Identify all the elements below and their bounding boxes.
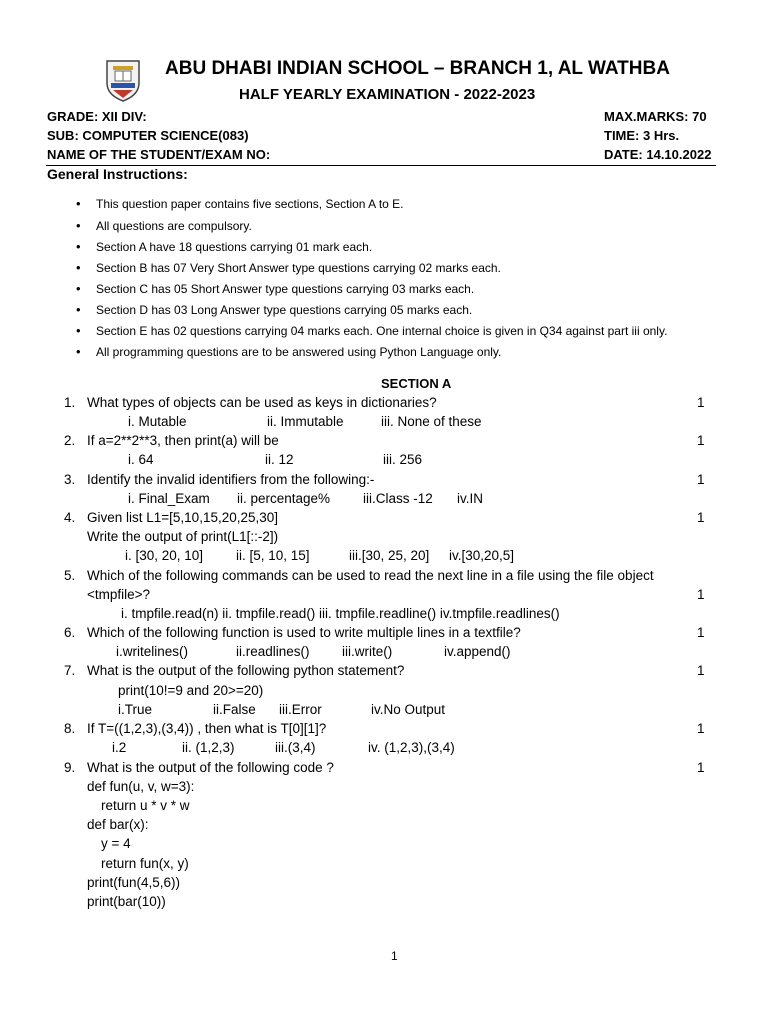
option: iii. 256 — [383, 452, 423, 467]
question-text-line2: Write the output of print(L1[::-2]) — [87, 529, 279, 544]
option: iii. None of these — [381, 414, 482, 429]
question-mark: 1 — [697, 721, 705, 736]
school-name: ABU DHABI INDIAN SCHOOL – BRANCH 1, AL WATHBA — [165, 58, 670, 79]
option: i. 64 — [128, 452, 154, 467]
option: iv.[30,20,5] — [449, 548, 515, 563]
question-mark: 1 — [697, 587, 705, 602]
option: ii. [5, 10, 15] — [236, 548, 310, 563]
question-number: 6. — [64, 625, 76, 640]
option: iii.write() — [342, 644, 393, 659]
date-label: DATE: 14.10.2022 — [604, 147, 712, 162]
instruction-item: • Section B has 07 Very Short Answer type questions carrying 02 marks each. — [76, 260, 501, 275]
question-text: Given list L1=[5,10,15,20,25,30] — [87, 510, 279, 525]
option: iv.IN — [457, 491, 483, 506]
question-text: Identify the invalid identifiers from the following:- — [87, 472, 375, 487]
instruction-item: • Section C has 05 Short Answer type questions carrying 03 marks each. — [76, 281, 475, 296]
instruction-item: • This question paper contains five sections, Section A to E. — [76, 196, 404, 211]
question-text: What types of objects can be used as keys in dictionaries? — [87, 395, 437, 410]
question-text: Which of the following commands can be used to read the next line in a file using the file object — [87, 568, 654, 583]
instruction-item: • Section A have 18 questions carrying 01 mark each. — [76, 239, 373, 254]
code-line: def fun(u, v, w=3): — [87, 779, 195, 794]
question-text: If T=((1,2,3),(3,4)) , then what is T[0][1]? — [87, 721, 327, 736]
page-number: 1 — [391, 949, 398, 963]
option: iii.(3,4) — [275, 740, 316, 755]
question-number: 1. — [64, 395, 76, 410]
question-mark: 1 — [697, 510, 705, 525]
question-number: 3. — [64, 472, 76, 487]
code-line: def bar(x): — [87, 817, 149, 832]
instruction-item: • Section D has 03 Long Answer type questions carrying 05 marks each. — [76, 302, 473, 317]
option: i.writelines() — [116, 644, 189, 659]
option: iv.append() — [444, 644, 511, 659]
question-text: What is the output of the following python statement? — [87, 663, 405, 678]
option: i. tmpfile.read(n) ii. tmpfile.read() iii. tmpfile.readline() iv.tmpfile.readlines() — [121, 606, 560, 621]
question-mark: 1 — [697, 625, 705, 640]
code-line: print(bar(10)) — [87, 894, 166, 909]
question-mark: 1 — [697, 395, 705, 410]
option: iii.Error — [279, 702, 322, 717]
grade-label: GRADE: XII DIV: — [47, 109, 147, 124]
code-line: y = 4 — [101, 836, 131, 851]
question-number: 2. — [64, 433, 76, 448]
code-line: print(fun(4,5,6)) — [87, 875, 181, 890]
section-heading: SECTION A — [381, 376, 452, 391]
question-mark: 1 — [697, 472, 705, 487]
code-line: return u * v * w — [101, 798, 190, 813]
instruction-item: • All programming questions are to be answered using Python Language only. — [76, 344, 502, 359]
school-crest-logo — [103, 57, 143, 103]
question-mark: 1 — [697, 433, 705, 448]
option: iii.[30, 25, 20] — [349, 548, 430, 563]
student-name-label: NAME OF THE STUDENT/EXAM NO: — [47, 147, 271, 162]
max-marks-label: MAX.MARKS: 70 — [604, 109, 707, 124]
option: i.2 — [112, 740, 127, 755]
option: iv.No Output — [371, 702, 446, 717]
option: i. [30, 20, 10] — [125, 548, 204, 563]
question-number: 9. — [64, 760, 76, 775]
question-mark: 1 — [697, 760, 705, 775]
instructions-title: General Instructions: — [47, 166, 188, 182]
question-text: What is the output of the following code ? — [87, 760, 334, 775]
time-label: TIME: 3 Hrs. — [604, 128, 680, 143]
exam-title: HALF YEARLY EXAMINATION - 2022-2023 — [239, 86, 536, 103]
option: i. Mutable — [128, 414, 187, 429]
question-mark: 1 — [697, 663, 705, 678]
question-number: 7. — [64, 663, 76, 678]
option: iii.Class -12 — [363, 491, 433, 506]
question-text-line2: <tmpfile>? — [87, 587, 151, 602]
option: ii.False — [213, 702, 256, 717]
question-text: If a=2**2**3, then print(a) will be — [87, 433, 279, 448]
instruction-item: • All questions are compulsory. — [76, 218, 252, 233]
code-line: return fun(x, y) — [101, 856, 189, 871]
instruction-item: • Section E has 02 questions carrying 04 marks each. One internal choice is given in Q34 against part iii only. — [76, 323, 668, 338]
option: ii.readlines() — [236, 644, 310, 659]
option: ii. 12 — [265, 452, 294, 467]
option: ii. Immutable — [267, 414, 344, 429]
question-text-line2: print(10!=9 and 20>=20) — [118, 683, 264, 698]
question-number: 4. — [64, 510, 76, 525]
question-number: 5. — [64, 568, 76, 583]
option: i. Final_Exam — [128, 491, 210, 506]
subject-label: SUB: COMPUTER SCIENCE(083) — [47, 128, 249, 143]
option: i.True — [118, 702, 153, 717]
question-number: 8. — [64, 721, 76, 736]
option: ii. (1,2,3) — [182, 740, 235, 755]
option: iv. (1,2,3),(3,4) — [368, 740, 455, 755]
option: ii. percentage% — [237, 491, 331, 506]
question-text: Which of the following function is used to write multiple lines in a textfile? — [87, 625, 521, 640]
